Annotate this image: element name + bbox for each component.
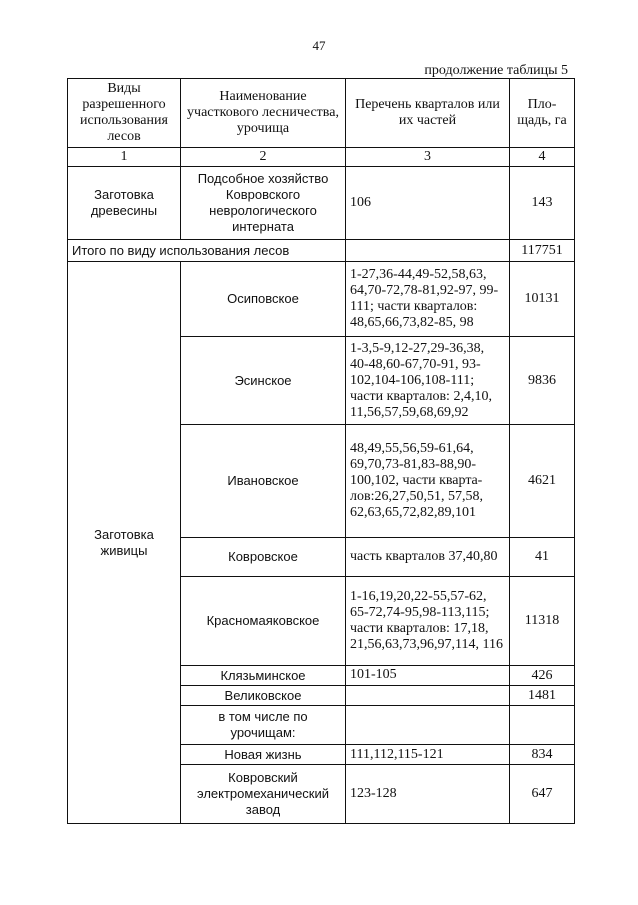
header-quarters-list: Перечень кварталов или их частей [346,79,510,148]
area-cell: 1481 [510,686,575,706]
forestry-name-cell: Подсобное хозяйство Ковровского неврологического интерната [181,167,346,240]
quarters-cell: часть кварталов 37,40,80 [346,538,510,577]
forestry-name-cell: Ивановское [181,425,346,538]
forest-use-table [67,78,575,824]
area-cell: 41 [510,538,575,577]
use-type-cell: Заготовка древесины [68,167,181,240]
column-number-4: 4 [510,148,575,167]
area-cell: 426 [510,666,575,686]
table-continuation-caption: продолжение таблицы 5 [424,63,568,78]
total-area-cell: 117751 [510,240,575,262]
header-forestry-name: Наименование участкового лесничества, урочища [181,79,346,148]
tract-name-cell: Ковровский электромеханический завод [181,765,346,824]
quarters-cell: 106 [346,167,510,240]
header-area: Пло-щадь, га [510,79,575,148]
quarters-cell: 101-105 [346,666,510,686]
header-use-type: Виды разрешенного использования лесов [68,79,181,148]
table-row [68,262,575,337]
quarters-cell [346,706,510,745]
area-cell: 4621 [510,425,575,538]
column-number-3: 3 [346,148,510,167]
area-cell: 9836 [510,337,575,425]
quarters-cell [346,240,510,262]
use-type-cell: Заготовка живицы [68,262,181,824]
area-cell: 143 [510,167,575,240]
column-number-row [68,148,575,167]
quarters-cell: 1-16,19,20,22-55,57-62, 65-72,74-95,98-113,115; части кварталов: 17,18, 21,56,63,73,96,97,114, 116 [346,577,510,666]
table-row-total [68,240,575,262]
quarters-cell: 48,49,55,56,59-61,64, 69,70,73-81,83-88,90-100,102, части квартa-лов:26,27,50,51, 57,58, 62,63,65,72,82,89,101 [346,425,510,538]
quarters-cell: 111,112,115-121 [346,745,510,765]
quarters-cell: 1-3,5-9,12-27,29-36,38, 40-48,60-67,70-91, 93-102,104-106,108-111; части кварталов: 2,4,10, 11,56,57,59,68,69,92 [346,337,510,425]
column-number-1: 1 [68,148,181,167]
quarters-cell: 123-128 [346,765,510,824]
area-cell: 11318 [510,577,575,666]
tract-name-cell: Новая жизнь [181,745,346,765]
forestry-name-cell: Клязьминское [181,666,346,686]
page-number: 47 [312,38,326,53]
area-cell [510,706,575,745]
table-header-row [68,79,575,148]
forestry-name-cell: Эсинское [181,337,346,425]
area-cell: 10131 [510,262,575,337]
forestry-name-cell: Ковровское [181,538,346,577]
column-number-2: 2 [181,148,346,167]
subsection-label-cell: в том числе по урочищам: [181,706,346,745]
total-label-cell: Итого по виду использования лесов [68,240,346,262]
table-row [68,167,575,240]
forestry-name-cell: Красномаяковское [181,577,346,666]
quarters-cell: 1-27,36-44,49-52,58,63, 64,70-72,78-81,92-97, 99-111; части кварталов: 48,65,66,73,82-85, 98 [346,262,510,337]
area-cell: 834 [510,745,575,765]
quarters-cell [346,686,510,706]
forestry-name-cell: Осиповское [181,262,346,337]
area-cell: 647 [510,765,575,824]
forestry-name-cell: Великовское [181,686,346,706]
